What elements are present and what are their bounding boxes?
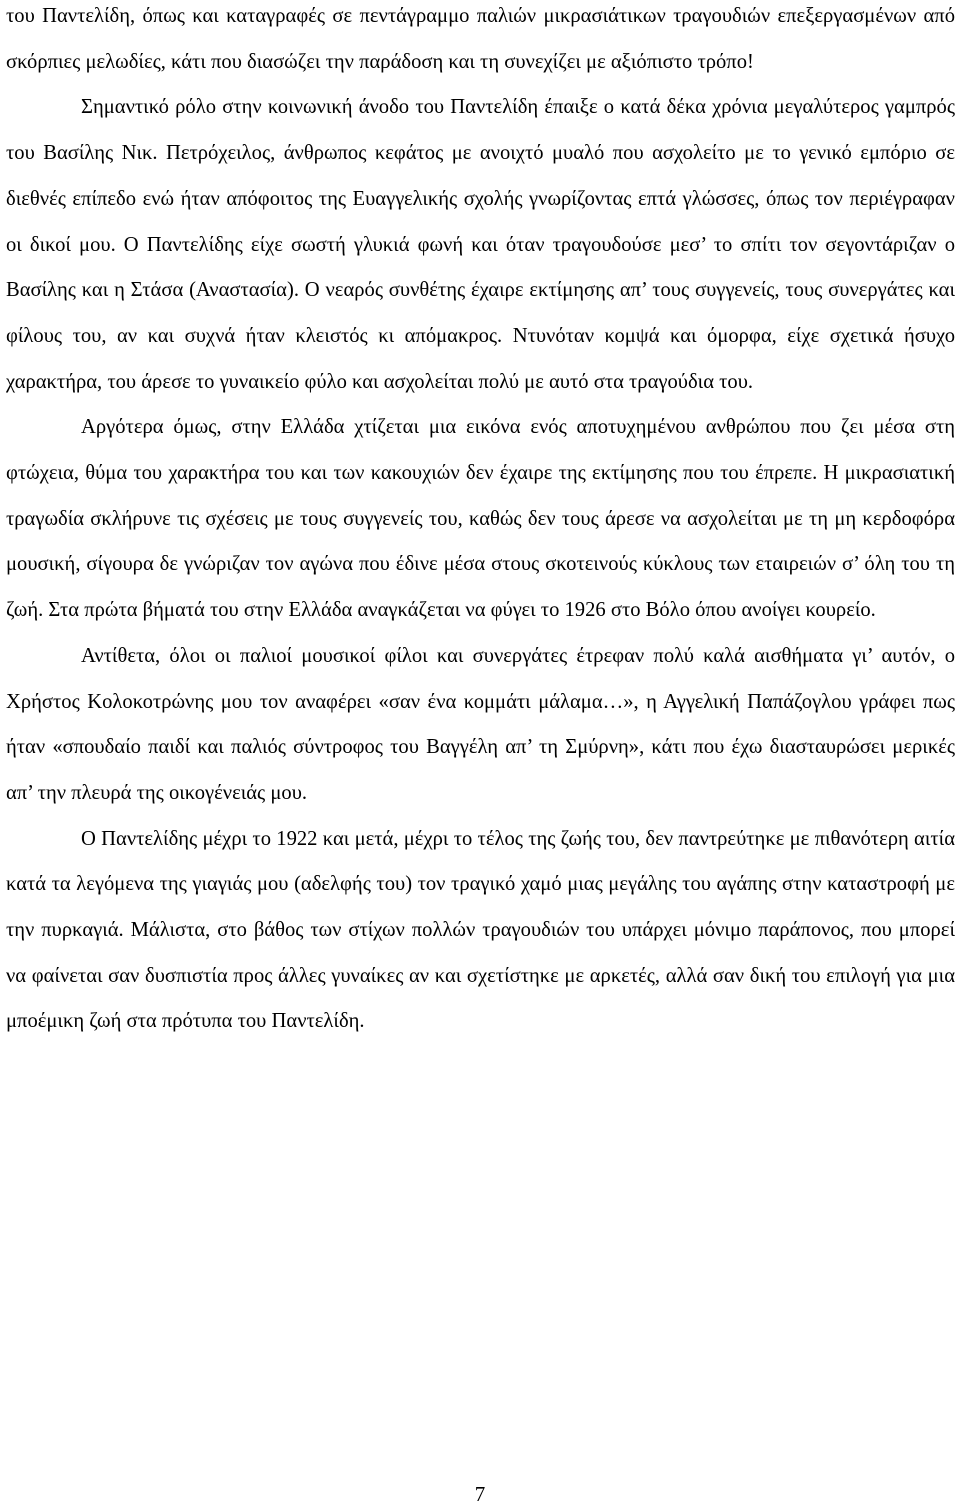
paragraph: Ο Παντελίδης μέχρι το 1922 και μετά, μέχρι το τέλος της ζωής του, δεν παντρεύτηκε με πιθανότερη αιτία κατά τα λεγόμενα της γιαγιάς μου (αδελφής του) τον τραγικό χαμό μιας μεγάλης του αγάπης στην καταστροφή με την πυρκαγιά. Μάλιστα, στο βάθος των στίχων πολλών τραγουδιών του υπάρχει μόνιμο παράπονος, που μπορεί να φαίνεται σαν δυσπιστία προς άλλες γυναίκες αν και σχετίστηκε με αρκετές, αλλά σαν δική του επιλογή για μια μποέμικη ζωή στα πρότυπα του Παντελίδη.: [6, 827, 955, 1033]
paragraph: Σημαντικό ρόλο στην κοινωνική άνοδο του Παντελίδη έπαιξε ο κατά δέκα χρόνια μεγαλύτερος γαμπρός του Βασίλης Νικ. Πετρόχειλος, άνθρωπος κεφάτος με ανοιχτό μυαλό που ασχολείτο με το γενικό εμπόριο σε διεθνές επίπεδο ενώ ήταν απόφοιτος της Ευαγγελικής σχολής γνωρίζοντας επτά γλώσσες, όπως τον περιέγραφαν οι δικοί μου. Ο Παντελίδης είχε σωστή γλυκιά φωνή και όταν τραγουδούσε μεσ’ το σπίτι τον σεγοντάριζαν ο Βασίλης και η Στάσα (Αναστασία). Ο νεαρός συνθέτης έχαιρε εκτίμησης απ’ τους συγγενείς, τους συνεργάτες και φίλους του, αν και συχνά ήταν κλειστός κι απόμακρος. Ντυνόταν κομψά και όμορφα, είχε σχετικά ήσυχο χαρακτήρα, του άρεσε το γυναικείο φύλο και ασχολείται πολύ με αυτό στα τραγούδια του.: [6, 96, 955, 393]
paragraph-continuation: του Παντελίδη, όπως και καταγραφές σε πεντάγραμμο παλιών μικρασιάτικων τραγουδιών επεξεργασμένων από σκόρπιες μελωδίες, κάτι που διασώζει την παράδοση και τη συνεχίζει με αξιόπιστο τρόπο!: [6, 5, 955, 73]
paragraph: Αντίθετα, όλοι οι παλιοί μουσικοί φίλοι και συνεργάτες έτρεφαν πολύ καλά αισθήματα γι’ αυτόν, ο Χρήστος Κολοκοτρώνης μου τον αναφέρει «σαν ένα κομμάτι μάλαμα…», η Αγγελική Παπάζογλου γράφει πως ήταν «σπουδαίο παιδί και παλιός σύντροφος του Βαγγέλη απ’ τη Σμύρνη», κάτι που έχω διασταυρώσει μερικές απ’ την πλευρά της οικογένειάς μου.: [6, 644, 955, 804]
page-number: 7: [474, 1482, 486, 1506]
body-text: [6, 0, 955, 1045]
paragraph: Αργότερα όμως, στην Ελλάδα χτίζεται μια εικόνα ενός αποτυχημένου ανθρώπου που ζει μέσα στη φτώχεια, θύμα του χαρακτήρα του και των κακουχιών δεν έχαιρε της εκτίμησης που του έπρεπε. Η μικρασιατική τραγωδία σκλήρυνε τις σχέσεις με τους συγγενείς του, καθώς δεν τους άρεσε να ασχολείται με τη μη κερδοφόρα μουσική, σίγουρα δε γνώριζαν τον αγώνα που έδινε μέσα στους σκοτεινούς κύκλους των εταιρειών σ’ όλη του τη ζωή. Στα πρώτα βήματά του στην Ελλάδα αναγκάζεται να φύγει το 1926 στο Βόλο όπου ανοίγει κουρείο.: [6, 416, 955, 622]
